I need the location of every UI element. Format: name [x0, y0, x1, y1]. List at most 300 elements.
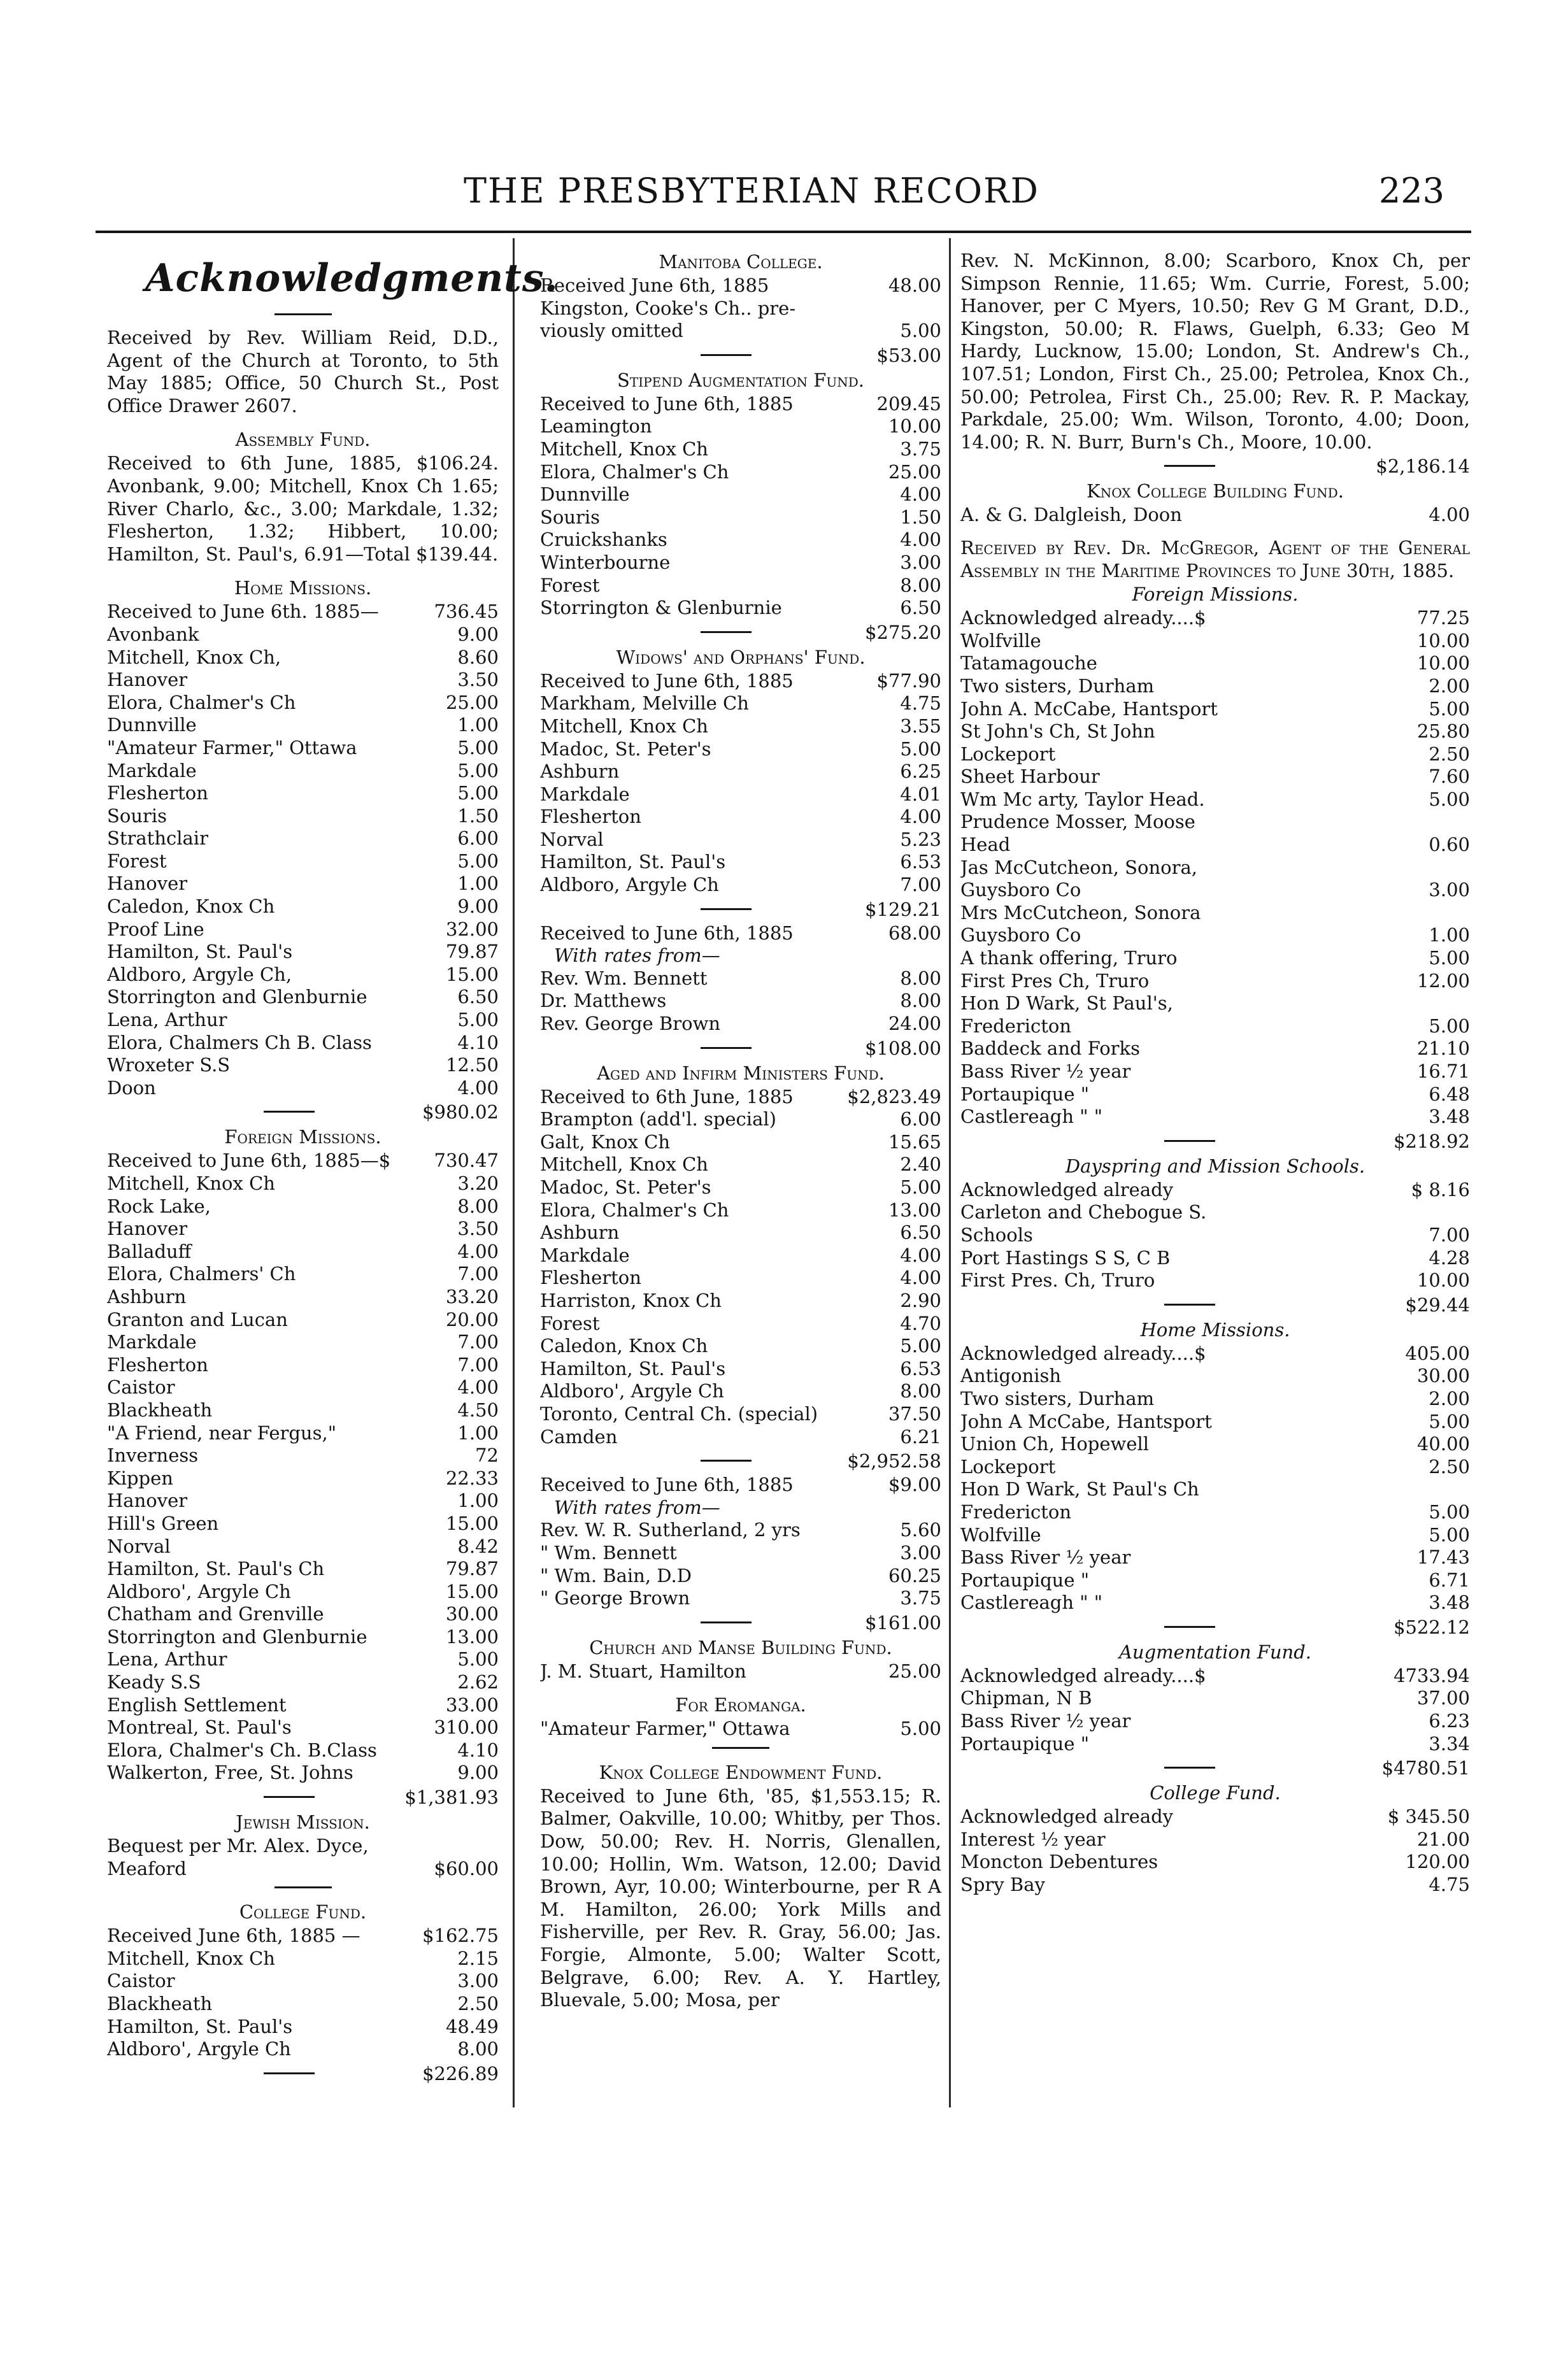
- entry-label: Toronto, Central Ch. (special): [540, 1402, 818, 1425]
- entry-amount: 2.40: [897, 1153, 941, 1176]
- entry-label: Mitchell, Knox Ch: [540, 715, 708, 737]
- entry-row: [540, 1565, 941, 1588]
- entry-row: [107, 1739, 499, 1762]
- entry-row: [540, 922, 941, 945]
- entry-row: [540, 1380, 941, 1403]
- entry-amount: 12.00: [1415, 970, 1470, 993]
- entry-row: [107, 1603, 499, 1626]
- entry-amount: 120.00: [1403, 1851, 1470, 1874]
- entry-label: Forest: [540, 574, 600, 596]
- entry-row: [540, 692, 941, 715]
- home-missions-total: [107, 1099, 499, 1125]
- entry-label: John A McCabe, Hantsport: [960, 1410, 1212, 1432]
- entry-label: Bass River ½ year: [960, 1546, 1131, 1569]
- endowment-text: Received to June 6th, '85, $1,553.15; R. Balmer, Oakville, 10.00; Whitby, per Thos. Dow, 50.00; Rev. H. Norris, Glenallen, 10.00; Hollin, Wm. Watson, 12.00; David Brown, Ayr, 10.00; Winterbourne, per R A M. Hamilton, 26.00; York Mills and Fisherville, per Rev. R. Gray, 56.00; Jas. Forgie, Almonte, 5.00; Walter Scott, Belgrave, 6.00; Rev. A. Y. Hartley, Bluevale, 5.00; Mosa, per: [540, 1785, 941, 2011]
- total-value: $161.00: [862, 1612, 941, 1635]
- entry-row: [540, 990, 941, 1013]
- manitoba-college-list: [540, 274, 941, 343]
- entry-amount: 8.42: [455, 1536, 499, 1558]
- entry-amount: 15.00: [443, 1581, 499, 1604]
- entry-row: [540, 597, 941, 620]
- entry-label: Galt, Knox Ch: [540, 1130, 671, 1153]
- entry-label: Jas McCutcheon, Sonora,: [960, 856, 1197, 878]
- entry-amount: 4.10: [455, 1739, 499, 1762]
- entry-label: Received to June 6th, 1885—$: [107, 1150, 391, 1172]
- entry-label: Schools: [960, 1223, 1033, 1246]
- entry-label: Rev. George Brown: [540, 1013, 721, 1035]
- column-1: [107, 250, 559, 2086]
- maritime-home-heading: Home Missions.: [1140, 1318, 1290, 1341]
- entry-row: [107, 1354, 499, 1377]
- entry-amount: $60.00: [432, 1858, 499, 1881]
- entry-row: [960, 1201, 1470, 1224]
- entry-label: J. M. Stuart, Hamilton: [540, 1660, 746, 1682]
- entry-label: Strathclair: [107, 827, 208, 850]
- entry-amount: 8.00: [897, 574, 941, 597]
- entry-amount: 3.75: [897, 438, 941, 461]
- entry-label: Balladuff: [107, 1240, 192, 1262]
- entry-label: Flesherton: [107, 1353, 208, 1376]
- entry-label: Markdale: [107, 1331, 197, 1353]
- entry-amount: 8.00: [897, 990, 941, 1013]
- entry-row: [540, 715, 941, 738]
- entry-row: [960, 743, 1470, 766]
- entry-row: [960, 1478, 1470, 1501]
- entry-amount: 1.00: [455, 873, 499, 895]
- entry-label: Avonbank: [107, 623, 199, 645]
- entry-label: Interest ½ year: [960, 1828, 1106, 1850]
- entry-label: Bequest per Mr. Alex. Dyce,: [107, 1835, 369, 1857]
- entry-label: Flesherton: [107, 782, 208, 804]
- entry-row: [107, 873, 499, 895]
- entry-amount: $77.90: [874, 670, 941, 693]
- entry-row: [107, 1835, 499, 1858]
- entry-amount: $2,823.49: [845, 1086, 941, 1109]
- entry-amount: 8.00: [897, 967, 941, 990]
- aged-rates-list-2: [540, 1519, 941, 1609]
- entry-row: [960, 1569, 1470, 1592]
- entry-amount: 25.80: [1415, 720, 1470, 743]
- entry-label: Hon D Wark, St Paul's Ch: [960, 1478, 1199, 1500]
- section-rule: [712, 1747, 769, 1749]
- total-value: $4780.51: [1379, 1757, 1470, 1780]
- entry-label: Hamilton, St. Paul's Ch: [107, 1558, 325, 1580]
- entry-label: Lockeport: [960, 1455, 1056, 1478]
- entry-label: Chatham and Grenville: [107, 1603, 324, 1625]
- church-manse-heading: Church and Manse Building Fund.: [589, 1636, 892, 1658]
- entry-label: English Settlement: [107, 1693, 287, 1716]
- entry-amount: 2.00: [1426, 675, 1470, 698]
- entry-amount: 4.00: [455, 1376, 499, 1399]
- entry-amount: 4.00: [455, 1077, 499, 1100]
- entry-row: [960, 1269, 1470, 1292]
- entry-row: [540, 1244, 941, 1267]
- maritime-home-list: [960, 1343, 1470, 1614]
- entry-amount: 48.00: [886, 274, 941, 297]
- entry-label: Wolfville: [960, 629, 1041, 652]
- entry-amount: 405.00: [1403, 1343, 1470, 1365]
- home-missions-list: [107, 601, 499, 1099]
- entry-label: Dunnville: [540, 483, 630, 506]
- entry-row: [107, 1467, 499, 1490]
- entry-row: [107, 782, 499, 805]
- entry-amount: 5.00: [897, 320, 941, 343]
- entry-row: [960, 1388, 1470, 1411]
- entry-label: St John's Ch, St John: [960, 720, 1155, 743]
- entry-amount: 25.00: [443, 692, 499, 715]
- entry-amount: 1.50: [897, 506, 941, 529]
- entry-row: [960, 992, 1470, 1015]
- entry-label: Hanover: [107, 669, 188, 691]
- entry-label: Dr. Matthews: [540, 990, 667, 1012]
- entry-amount: 37.00: [1415, 1687, 1470, 1710]
- entry-label: Forest: [107, 850, 167, 872]
- entry-label: Guysboro Co: [960, 924, 1081, 946]
- aged-infirm-total: [540, 1448, 941, 1474]
- entry-label: First Pres. Ch, Truro: [960, 1269, 1155, 1292]
- entry-label: Rev. W. R. Sutherland, 2 yrs: [540, 1519, 801, 1541]
- entry-label: Received to June 6th, 1885: [540, 1474, 794, 1496]
- entry-amount: 12.50: [443, 1054, 499, 1077]
- widows-rates-list-2: [540, 967, 941, 1036]
- entry-row: [107, 1490, 499, 1513]
- entry-row: [107, 624, 499, 646]
- entry-amount: 33.00: [443, 1694, 499, 1717]
- entry-amount: 3.00: [897, 552, 941, 574]
- entry-label: Madoc, St. Peter's: [540, 738, 711, 760]
- entry-row: [960, 1015, 1470, 1038]
- entry-row: [960, 947, 1470, 970]
- entry-amount: 7.60: [1426, 766, 1470, 788]
- entry-amount: 9.00: [455, 895, 499, 918]
- entry-label: Elora, Chalmers Ch B. Class: [107, 1031, 372, 1053]
- entry-label: Caistor: [107, 1376, 175, 1399]
- entry-label: Blackheath: [107, 1399, 213, 1421]
- maritime-foreign-list: [960, 607, 1470, 1129]
- entry-amount: 30.00: [443, 1603, 499, 1626]
- entry-amount: 6.25: [897, 760, 941, 783]
- entry-amount: 20.00: [443, 1309, 499, 1332]
- entry-label: Portaupique ": [960, 1083, 1090, 1105]
- entry-amount: 10.00: [1415, 630, 1470, 653]
- entry-row: [960, 788, 1470, 811]
- entry-label: Elora, Chalmer's Ch: [540, 460, 729, 483]
- entry-amount: 13.00: [443, 1626, 499, 1649]
- entry-row: [540, 738, 941, 761]
- entry-row: [960, 811, 1470, 834]
- entry-amount: 21.00: [1415, 1828, 1470, 1851]
- entry-row: [107, 1536, 499, 1558]
- entry-row: [960, 1365, 1470, 1388]
- entry-row: [960, 1037, 1470, 1060]
- maritime-college-list: [960, 1806, 1470, 1896]
- entry-row: [960, 1083, 1470, 1106]
- entry-row: [107, 1716, 499, 1739]
- entry-row: [540, 783, 941, 806]
- entry-amount: 3.48: [1426, 1106, 1470, 1129]
- home-missions-heading: Home Missions.: [234, 577, 372, 599]
- entry-amount: 4.70: [897, 1313, 941, 1336]
- entry-row: [960, 1546, 1470, 1569]
- entry-row: [107, 941, 499, 964]
- entry-amount: 79.87: [443, 941, 499, 964]
- entry-row: [960, 1433, 1470, 1456]
- entry-label: Port Hastings S S, C B: [960, 1246, 1171, 1269]
- entry-label: Storrington and Glenburnie: [107, 1625, 367, 1648]
- entry-amount: 4.50: [455, 1399, 499, 1422]
- entry-row: [960, 1733, 1470, 1756]
- entry-label: Received June 6th, 1885: [540, 274, 769, 296]
- entry-label: Mitchell, Knox Ch,: [107, 646, 282, 668]
- entry-amount: 8.60: [455, 646, 499, 669]
- entry-amount: 4.75: [897, 692, 941, 715]
- total-value: $1,381.93: [402, 1786, 499, 1809]
- endowment-heading: Knox College Endowment Fund.: [599, 1761, 883, 1783]
- entry-row: [540, 1426, 941, 1449]
- foreign-missions-total: [107, 1785, 499, 1810]
- entry-label: Brampton (add'l. special): [540, 1108, 776, 1130]
- church-manse-list: [540, 1660, 941, 1683]
- entry-label: " George Brown: [540, 1587, 690, 1609]
- entry-row: [540, 1153, 941, 1176]
- entry-amount: 7.00: [897, 874, 941, 897]
- entry-row: [540, 1474, 941, 1497]
- entry-amount: $ 8.16: [1409, 1179, 1470, 1202]
- total-value: $226.89: [420, 2063, 499, 2086]
- entry-amount: 7.00: [1426, 1224, 1470, 1247]
- entry-row: [107, 1376, 499, 1399]
- entry-row: [960, 1687, 1470, 1710]
- entry-row: [107, 737, 499, 760]
- entry-row: [107, 1009, 499, 1032]
- entry-amount: 730.47: [432, 1150, 499, 1172]
- entry-label: Dunnville: [107, 714, 197, 736]
- entry-amount: 8.00: [455, 2038, 499, 2061]
- entry-label: Lena, Arthur: [107, 1009, 227, 1031]
- entry-label: Guysboro Co: [960, 879, 1081, 901]
- entry-row: [960, 1851, 1470, 1874]
- entry-row: [960, 630, 1470, 653]
- entry-row: [107, 1054, 499, 1077]
- entry-row: [960, 1106, 1470, 1129]
- stipend-augmentation-total: [540, 620, 941, 645]
- entry-row: [107, 2038, 499, 2061]
- total-value: $2,186.14: [1373, 455, 1470, 478]
- foreign-missions-list: [107, 1150, 499, 1785]
- entry-amount: 5.23: [897, 829, 941, 852]
- entry-label: Norval: [540, 828, 604, 850]
- entry-amount: 0.60: [1426, 834, 1470, 857]
- entry-row: [107, 1444, 499, 1467]
- mcgregor-paragraph: Received by Rev. Dr. McGregor, Agent of the General Assembly in the Maritime Provinces to June 30th, 1885.: [960, 536, 1470, 581]
- entry-row: [107, 669, 499, 692]
- entry-amount: 4.10: [455, 1032, 499, 1055]
- entry-label: Mitchell, Knox Ch: [540, 1153, 708, 1176]
- entry-row: [107, 1309, 499, 1332]
- entry-label: Ashburn: [540, 760, 620, 783]
- entry-amount: $162.75: [420, 1925, 499, 1948]
- entry-row: [960, 504, 1470, 527]
- entry-amount: 32.00: [443, 918, 499, 941]
- entry-label: Acknowledged already....$: [960, 1664, 1206, 1686]
- entry-label: Mitchell, Knox Ch: [540, 438, 708, 460]
- entry-amount: 2.90: [897, 1290, 941, 1313]
- entry-row: [107, 1032, 499, 1055]
- entry-label: Kippen: [107, 1467, 173, 1489]
- entry-label: Bass River ½ year: [960, 1060, 1131, 1082]
- entry-row: [107, 1172, 499, 1195]
- entry-row: [107, 1422, 499, 1445]
- entry-label: Acknowledged already....$: [960, 607, 1206, 629]
- entry-amount: 8.00: [897, 1380, 941, 1403]
- entry-label: Portaupique ": [960, 1569, 1090, 1591]
- augmentation-list: [960, 1665, 1470, 1755]
- entry-label: Camden: [540, 1425, 618, 1448]
- entry-row: [540, 483, 941, 506]
- entry-amount: 10.00: [1415, 1269, 1470, 1292]
- entry-amount: 5.00: [1426, 1524, 1470, 1547]
- maritime-college-heading: College Fund.: [1150, 1782, 1281, 1804]
- entry-row: [107, 1581, 499, 1604]
- entry-label: "Amateur Farmer," Ottawa: [107, 736, 357, 759]
- entry-row: [960, 970, 1470, 993]
- total-value: $108.00: [862, 1037, 941, 1060]
- entry-amount: 5.00: [455, 782, 499, 805]
- entry-label: viously omitted: [540, 320, 683, 342]
- entry-label: Two sisters, Durham: [960, 1387, 1155, 1409]
- entry-row: [960, 698, 1470, 721]
- entry-label: Hanover: [107, 1490, 188, 1512]
- manitoba-college-heading: Manitoba College.: [659, 251, 823, 273]
- endowment-continued-text: Rev. N. McKinnon, 8.00; Scarboro, Knox Ch, per Simpson Rennie, 11.65; Wm. Currie, Forest, 5.00; Hanover, per C Myers, 10.50; Rev G M Grant, D.D., Kingston, 50.00; R. Flaws, Guelph, 6.33; Geo M Hardy, Lucknow, 15.00; London, St. Andrew's Ch., 107.51; London, First Ch., 25.00; Petrolea, Knox Ch., 50.00; Petrolea, First Ch., 25.00; Rev. R. P. Mackay, Parkdale, 25.00; Wm. Wilson, Toronto, 4.00; Doon, 14.00; R. N. Burr, Burn's Ch., Moore, 10.00.: [960, 250, 1470, 453]
- entry-amount: 15.00: [443, 1513, 499, 1536]
- entry-row: [540, 1587, 941, 1610]
- aged-rates-list: [540, 1474, 941, 1497]
- entry-label: Flesherton: [540, 806, 641, 828]
- entry-label: Hanover: [107, 1218, 188, 1240]
- stipend-augmentation-heading: Stipend Augmentation Fund.: [617, 369, 864, 391]
- dayspring-heading: Dayspring and Mission Schools.: [1065, 1155, 1365, 1177]
- manitoba-college-total: [540, 343, 941, 368]
- entry-amount: 3.50: [455, 669, 499, 692]
- entry-label: Baddeck and Forks: [960, 1037, 1140, 1060]
- entry-amount: 7.00: [455, 1331, 499, 1354]
- entry-label: Received to June 6th, 1885: [540, 392, 794, 415]
- entry-amount: 40.00: [1415, 1433, 1470, 1456]
- entry-amount: 5.00: [455, 760, 499, 783]
- entry-row: [540, 670, 941, 693]
- entry-label: "A Friend, near Fergus,": [107, 1422, 337, 1444]
- entry-label: Received June 6th, 1885 —: [107, 1925, 360, 1947]
- entry-amount: 4.00: [897, 529, 941, 552]
- entry-row: [107, 1195, 499, 1218]
- entry-row: [960, 834, 1470, 857]
- entry-amount: 4.01: [897, 783, 941, 806]
- entry-label: Markdale: [540, 783, 630, 805]
- total-value: $129.21: [862, 899, 941, 922]
- entry-label: Markdale: [107, 759, 197, 781]
- total-value: $980.02: [420, 1101, 499, 1124]
- entry-row: [960, 1247, 1470, 1270]
- entry-amount: 17.43: [1415, 1546, 1470, 1569]
- entry-row: [540, 1267, 941, 1290]
- entry-amount: 7.00: [455, 1354, 499, 1377]
- entry-row: [540, 1718, 941, 1741]
- entry-amount: 16.71: [1415, 1060, 1470, 1083]
- entry-row: [107, 1925, 499, 1948]
- maritime-foreign-total: [960, 1129, 1470, 1154]
- assembly-fund-heading: Assembly Fund.: [235, 429, 371, 451]
- entry-amount: 3.20: [455, 1172, 499, 1195]
- entry-row: [107, 692, 499, 715]
- entry-row: [540, 415, 941, 438]
- entry-row: [540, 760, 941, 783]
- entry-row: [107, 1263, 499, 1286]
- entry-row: [107, 1218, 499, 1241]
- entry-amount: 6.50: [897, 1222, 941, 1244]
- rates-label: With rates from—: [554, 1496, 720, 1518]
- entry-amount: 4.00: [1426, 504, 1470, 527]
- entry-amount: $ 345.50: [1385, 1806, 1470, 1828]
- entry-label: Storrington and Glenburnie: [107, 986, 367, 1008]
- entry-row: [540, 1131, 941, 1154]
- entry-label: John A. McCabe, Hantsport: [960, 697, 1218, 720]
- entry-amount: 4.00: [897, 1244, 941, 1267]
- aged-rates-total: [540, 1610, 941, 1636]
- entry-label: Meaford: [107, 1857, 187, 1879]
- entry-label: Mitchell, Knox Ch: [107, 1947, 275, 1969]
- entry-row: [107, 1626, 499, 1649]
- entry-label: Received to June 6th, 1885: [540, 669, 794, 692]
- entry-label: A. & G. Dalgleish, Doon: [960, 504, 1182, 526]
- entry-label: Hon D Wark, St Paul's,: [960, 992, 1173, 1015]
- entry-amount: 2.15: [455, 1948, 499, 1971]
- entry-row: [960, 857, 1470, 880]
- entry-row: [107, 1858, 499, 1881]
- entry-amount: 1.00: [455, 1490, 499, 1513]
- entry-label: Ashburn: [107, 1285, 187, 1308]
- entry-label: " Wm. Bain, D.D: [540, 1564, 692, 1586]
- entry-label: Bass River ½ year: [960, 1710, 1131, 1732]
- entry-label: Forest: [540, 1312, 600, 1334]
- entry-amount: 6.00: [455, 827, 499, 850]
- entry-label: Rock Lake,: [107, 1195, 211, 1217]
- total-value: $218.92: [1391, 1130, 1470, 1153]
- entry-row: [540, 1013, 941, 1036]
- entry-amount: 15.00: [443, 964, 499, 987]
- entry-label: Received to 6th June, 1885: [540, 1085, 794, 1108]
- maritime-home-total: [960, 1614, 1470, 1640]
- entry-row: [107, 646, 499, 669]
- entry-amount: 4.00: [455, 1241, 499, 1264]
- entry-row: [540, 874, 941, 897]
- entry-label: Doon: [107, 1076, 156, 1099]
- entry-amount: 5.00: [1426, 947, 1470, 970]
- entry-label: Souris: [540, 506, 601, 528]
- entry-row: [107, 1948, 499, 1971]
- title-rule: [274, 313, 332, 315]
- entry-amount: 33.20: [443, 1286, 499, 1309]
- eromanga-list: [540, 1718, 941, 1741]
- entry-row: [107, 1331, 499, 1354]
- entry-amount: 8.00: [455, 1195, 499, 1218]
- entry-row: [540, 461, 941, 484]
- entry-label: Kingston, Cooke's Ch.. pre-: [540, 297, 796, 319]
- entry-amount: 5.00: [1426, 1015, 1470, 1038]
- entry-amount: 2.50: [1426, 1456, 1470, 1479]
- entry-row: [960, 879, 1470, 902]
- entry-amount: 3.34: [1426, 1733, 1470, 1756]
